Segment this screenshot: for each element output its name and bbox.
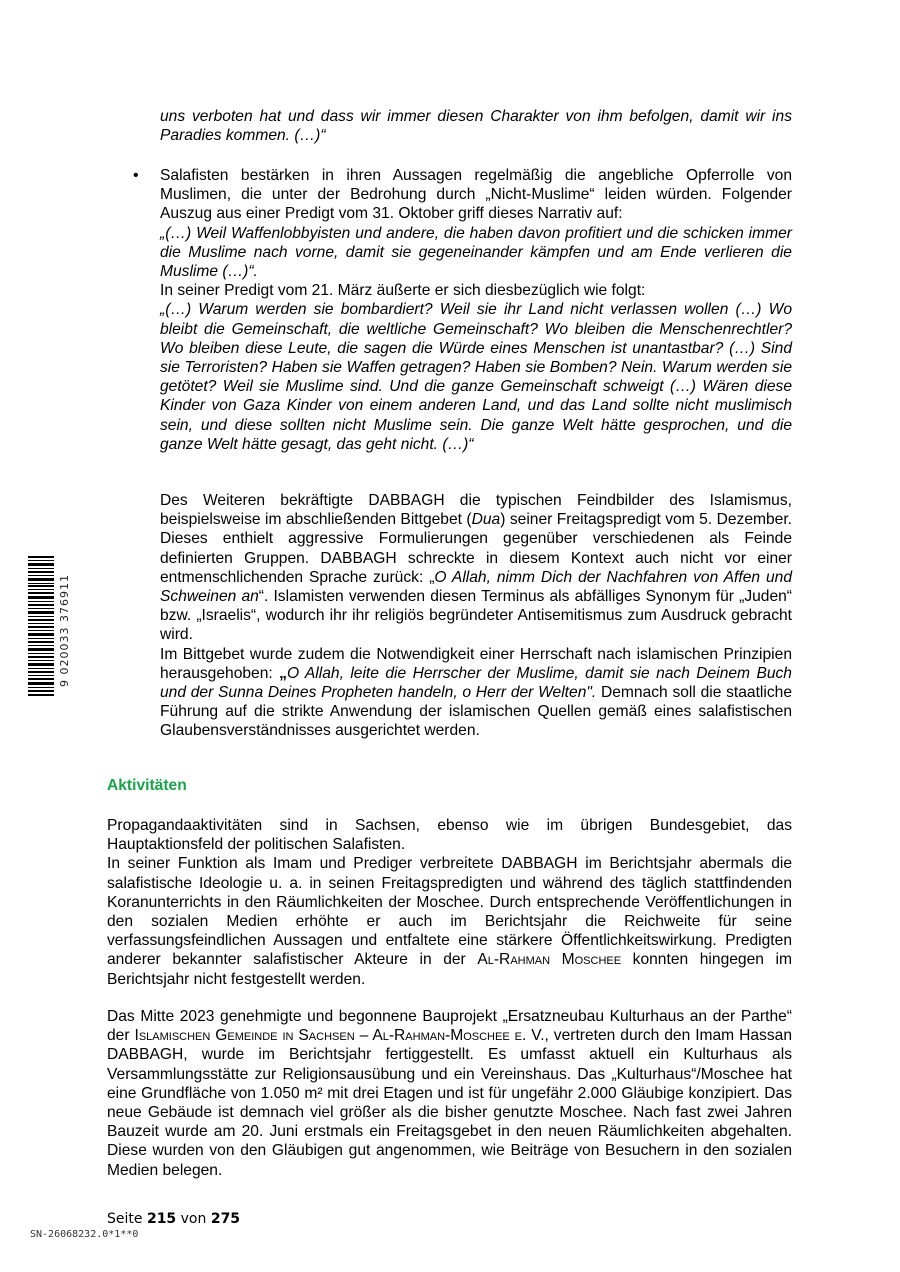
section-heading-aktivitaeten: Aktivitäten bbox=[107, 777, 187, 794]
rule-part2: Demnach soll die staatliche Führung auf die strikte Anwendung der islamischen Quellen gemäß eines salafistischen Glaubensverständnisses ausgerichtet werden. bbox=[160, 684, 792, 740]
rule-open-quote: „ bbox=[279, 664, 287, 682]
quote-gaza: „(…) Warum werden sie bombardiert? Weil sie ihr Land nicht verlassen wollen (…) Wo bleibt die Gemeinschaft, die weltliche Gemeinschaft? Wo bleiben die Menschenrechtler? Wo bleiben diese Leute, die sagen die Würde eines Menschen ist unantastbar? (…) Sind sie Terroristen? Haben sie Waffen getragen? Haben sie Bomben? Nein. Warum werden sie getötet? Weil sie Muslime sind. Und die ganze Gemeinschaft schweigt (…) Wären diese Kinder von Gaza Kinder von einem anderen Land, und das Land sollte nicht muslimisch sein, und diese sollten nicht Muslime sein. Die ganze Welt hätte gesprochen, und die ganze Welt hätte gesagt, das geht nicht. (…)“ bbox=[160, 301, 792, 453]
activities-org: Al-Rahman Moschee bbox=[477, 951, 622, 969]
activities-part-b: konnten hingegen im Berichtsjahr nicht festgestellt werden. bbox=[107, 951, 792, 988]
activities-sentence-1: Propagandaaktivitäten sind in Sachsen, ebenso wie im übrigen Bundesgebiet, das Hauptaktionsfeld der politischen Salafisten. bbox=[107, 817, 792, 854]
bullet-intro: Salafisten bestärken in ihren Aussagen regelmäßig die angebliche Opferrolle von Muslimen, die unter der Bedrohung durch „Nicht-Muslime“ leiden würden. Folgender Auszug aus einer Predigt vom 31. Oktober griff dieses Narrativ auf: bbox=[160, 167, 792, 223]
page-number bbox=[107, 1211, 240, 1227]
barcode-digits: 9 020033 376911 bbox=[58, 574, 71, 688]
dua-quote: O Allah, nimm Dich der Nachfahren von Affen und Schweinen an bbox=[160, 568, 792, 606]
paragraph-rule-text bbox=[160, 645, 792, 741]
building-text bbox=[107, 1007, 792, 1180]
building-part2: , vertreten durch den Imam Hassan DABBAGH, wurde im Berichtsjahr fertiggestellt. Es umfasst aktuell ein Kulturhaus als Versammlungsstätte zur Religionsausübung und ein Vereinshaus. Das „Kulturhaus“/Moschee hat eine Grundfläche von 1.050 m² mit drei Etagen und ist für ungefähr 2.000 Gläubige konzipiert. Das neue Gebäude ist demnach viel größer als die bisher genutzte Moschee. Nach fast zwei Jahren Bauzeit wurde am 20. Juni erstmals ein Freitagsgebet in den neuen Räumlichkeiten abgehalten. Diese wurden von den Gläubigen gut angenommen, wie Beiträge von Besuchern in den sozialen Medien belegen. bbox=[107, 1027, 792, 1179]
paragraph-dua bbox=[160, 491, 792, 741]
dua-part1: Des Weiteren bekräftigte DABBAGH die typischen Feindbilder des Islamismus, beispielsweise im abschließenden Bittgebet ( bbox=[160, 492, 792, 529]
page-sep: von bbox=[180, 1211, 207, 1227]
rule-part1: Im Bittgebet wurde zudem die Notwendigkeit einer Herrschaft nach islamischen Prinzipien herausgehoben: bbox=[160, 645, 792, 682]
building-part1: Das Mitte 2023 genehmigte und begonnene Bauprojekt „Ersatzneubau Kulturhaus an der Parthe“ der bbox=[107, 1008, 792, 1045]
rule-quote: O Allah, leite die Herrscher der Muslime, damit sie nach Deinem Buch und der Sunna Deines Propheten handeln, o Herr der Welten". bbox=[160, 664, 792, 702]
activities-sentence-2 bbox=[107, 854, 792, 988]
page-current: 215 bbox=[146, 1211, 177, 1227]
barcode-icon bbox=[28, 556, 54, 696]
paragraph-activities bbox=[107, 816, 792, 989]
dua-part2: ) seiner Freitagspredigt vom 5. Dezember. Dieses enthielt aggressive Formulierungen gegenüber verschiedenen als Feinde definierten Gruppen. DABBAGH schreckte in diesem Kontext auch nicht vor einer entmenschlichenden Sprache zurück: „ bbox=[160, 511, 792, 586]
page-prefix: Seite bbox=[107, 1211, 143, 1227]
activities-part-a: In seiner Funktion als Imam und Prediger verbreitete DABBAGH im Berichtsjahr abermals die salafistische Ideologie u. a. in seinen Freitagspredigten und während des täglich stattfindenden Koranunterrichts in den Räumlichkeiten der Moschee. Durch entsprechende Veröffentlichungen in den sozialen Medien erhöhte er auch im Berichtsjahr die Reichweite für seine verfassungsfeindlichen Aussagen und entfaltete eine stärkere Öffentlichkeitswirkung. Predigten anderer bekannter salafistischer Akteure in der bbox=[107, 855, 792, 969]
building-org: Islamischen Gemeinde in Sachsen – Al-Rahman-Moschee e. V. bbox=[134, 1027, 545, 1045]
document-identifier: SN-26068232.0*1**0 bbox=[30, 1229, 139, 1240]
paragraph-dua-text bbox=[160, 491, 792, 645]
dua-term: Dua bbox=[471, 511, 501, 529]
quote-weapons-lobby: „(…) Weil Waffenlobbyisten und andere, die haben davon profitiert und die schicken immer die Muslime nach vorne, damit sie gegeneinander kämpfen und am Ende verlieren die Muslime (…)“. bbox=[160, 224, 792, 281]
paragraph-building bbox=[107, 1007, 792, 1180]
quote-end-text: uns verboten hat und dass wir immer diesen Charakter von ihm befolgen, damit wir ins Paradies kommen. (…)“ bbox=[160, 108, 792, 145]
bullet-item bbox=[160, 166, 792, 454]
quote-continuation bbox=[160, 107, 792, 145]
dua-part3: “. Islamisten verwenden diesen Terminus als abfälliges Synonym für „Juden“ bzw. „Israelis“, wodurch ihr ihr religiös begründeter Antisemitismus zum Ausdruck gebracht wird. bbox=[160, 588, 792, 644]
page-total: 275 bbox=[210, 1211, 241, 1227]
bullet-marker: • bbox=[133, 167, 139, 184]
bullet-line-predigt: In seiner Predigt vom 21. März äußerte er sich diesbezüglich wie folgt: bbox=[160, 282, 646, 300]
